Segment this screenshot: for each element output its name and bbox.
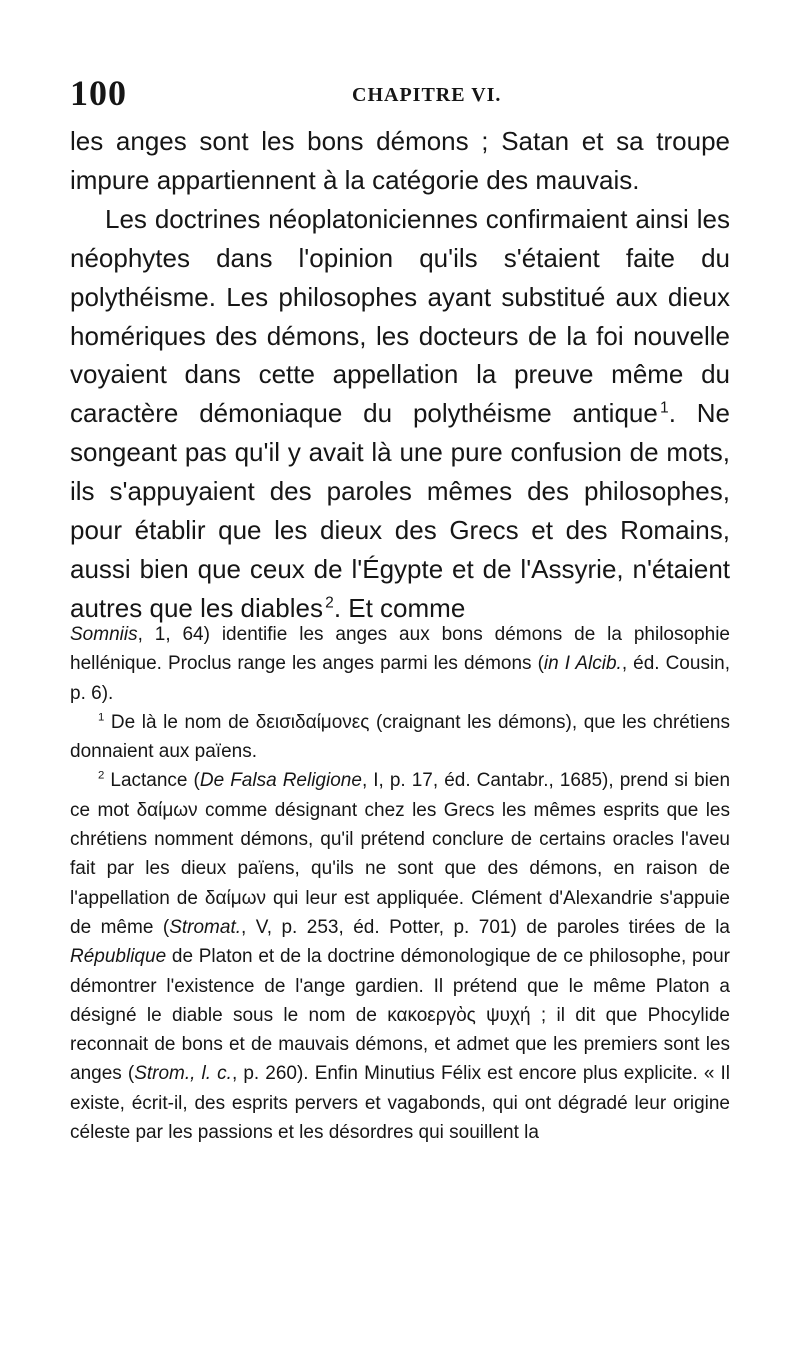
footnote-2-text-g: ; il dit que Phocylide reconnait de bons et de mauvais démons, et admet que les premiers sont les anges ( <box>70 1004 730 1085</box>
footnote-continued-text-a: , 1, 64) identifie les anges aux bons démons de la philosophie hellénique. Proclus range les anges parmi les démons ( <box>70 624 730 675</box>
footnote-1-text-b: (craignant les démons), que les chrétiens donnaient aux païens. <box>70 711 730 763</box>
footnote-2-text-h: , p. 260). Enfin Minutius Félix est encore plus explicite. « Il existe, écrit-il, des esprits pervers et vagabonds, qui ont dégradé leur origine céleste par les passions et les désordres qui souillent la <box>70 1063 730 1144</box>
paragraph-2-text-c: . Et comme <box>333 592 466 623</box>
paragraph-2 <box>70 200 730 628</box>
footnote-2-title-4: Strom., l. c. <box>134 1063 232 1085</box>
footnotes <box>70 620 730 1147</box>
footnote-2-text-c: comme désignant chez les Grecs les mêmes esprits que les chrétiens nomment démons, qu'il prétend conclure de certains oracles l'aveu fait par les dieux païens, qu'ils ne sont que des démons, en raison de l'appellation de <box>70 799 730 909</box>
footnote-2-text-a: Lactance ( <box>104 770 200 792</box>
main-text <box>70 122 730 628</box>
paragraph-1 <box>70 122 730 200</box>
footnote-2-greek-2: δαίμων <box>204 887 266 909</box>
footnote-continued <box>70 620 730 708</box>
footnote-2-text-e: , V, p. 253, éd. Potter, p. 701) de paroles tirées de la <box>241 916 731 938</box>
footnote-continued-ref: in I Alcib. <box>543 653 622 675</box>
footnote-2-title-2: Stromat. <box>169 916 242 938</box>
footnote-2-greek-3: κακοεργὸς ψυχή <box>387 1004 531 1026</box>
footnote-2-text-f: de Platon et de la doctrine démonologique de ce philosophe, pour démontrer l'existence de l'ange gardien. Il prétend que le même Platon a désigné le diable sous le nom de <box>70 946 730 1026</box>
footnote-ref-1: 1 <box>660 399 669 417</box>
page-number: 100 <box>70 73 127 113</box>
footnote-2-marker: 2 <box>98 770 105 783</box>
footnote-2-text-b: , I, p. 17, éd. Cantabr., 1685), prend si bien ce mot <box>70 770 731 821</box>
footnote-2-title-3: République <box>70 946 167 968</box>
footnote-2-text-d: qui leur est appliquée. Clément d'Alexandrie s'appuie de même ( <box>70 887 730 938</box>
footnote-1-marker: 1 <box>98 711 105 724</box>
paragraph-1-text: les anges sont les bons démons ; Satan et sa troupe impure appartiennent à la catégorie des mauvais. <box>70 126 730 195</box>
footnote-ref-2: 2 <box>325 594 334 612</box>
footnote-1-greek: δεισιδαίμονες <box>255 711 370 733</box>
footnote-continued-title: Somniis <box>70 624 138 645</box>
footnote-continued-text-b: , éd. Cousin, p. 6). <box>70 653 731 704</box>
running-head: CHAPITRE VI. <box>352 84 502 106</box>
paragraph-2-text-a: Les doctrines néoplatoniciennes confirmaient ainsi les néophytes dans l'opinion qu'ils s'étaient faite du polythéisme. Les philosophes ayant substitué aux dieux homériques des démons, les docteurs de la foi nouvelle voyaient dans cette appellation la preuve même du caractère démoniaque du polythéisme antique <box>70 203 730 429</box>
footnote-1-text-a: De là le nom de <box>104 711 256 733</box>
footnote-2 <box>70 766 730 1147</box>
footnote-1 <box>70 708 730 767</box>
footnote-2-title-1: De Falsa Religione <box>199 770 362 792</box>
paragraph-2-text-b: . Ne songeant pas qu'il y avait là une pure confusion de mots, ils s'appuyaient des paroles mêmes des philosophes, pour établir que les dieux des Grecs et des Romains, aussi bien que ceux de l'Égypte et de l'Assyrie, n'étaient autres que les diables <box>70 398 731 623</box>
footnote-2-greek-1: δαίμων <box>136 799 198 821</box>
page-header <box>70 72 730 116</box>
